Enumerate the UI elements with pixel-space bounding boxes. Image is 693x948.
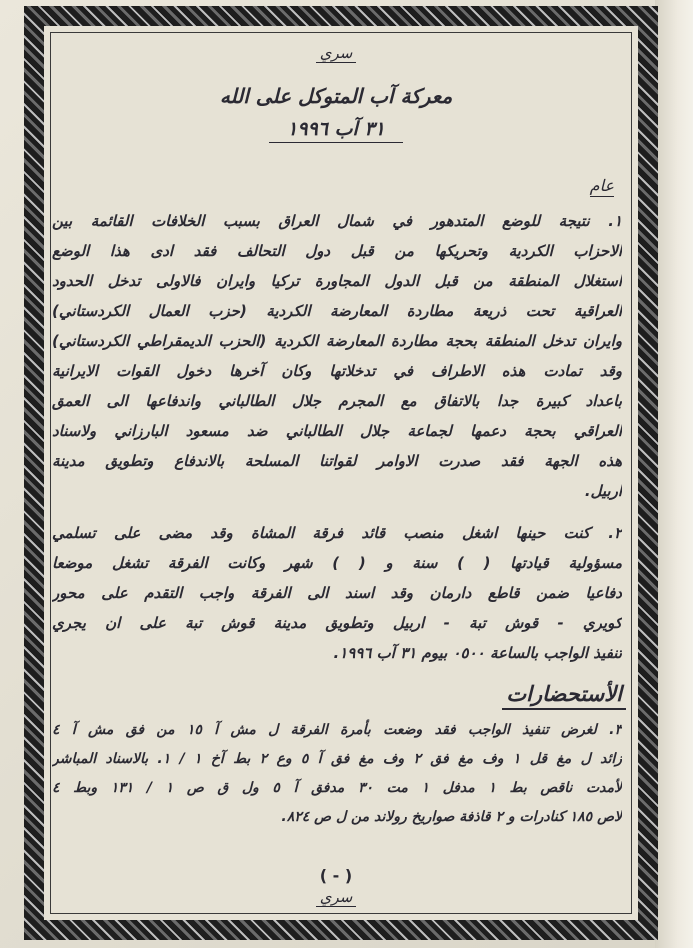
section-heading-preparations: الأستحضارات: [502, 682, 626, 710]
paragraph-2: [52, 518, 622, 668]
text-line: كويري - قوش تبة - اربيل وتطويق مدينة قوش تبة على ان يجري: [52, 614, 622, 632]
text-line: هذه الجهة فقد صدرت الاوامر لقواتنا المسلحة بالاندفاع وتطويق مدينة: [52, 452, 622, 470]
text-line: العراقي بحجة دعمها لجماعة جلال الطالباني ضد مسعود البارزاني ولاسناد: [52, 422, 622, 440]
text-line: دفاعيا ضمن قاطع دارمان وقد اسند الى الفرقة واجب التقدم على محور: [52, 584, 622, 602]
classification-bottom-text: سري: [316, 888, 357, 907]
adjacent-page-edge: [655, 0, 693, 948]
text-line: باعداد كبيرة جدا بالاتفاق مع المجرم جلال الطالباني واندفاعها الى العمق: [52, 392, 622, 410]
document-date: [46, 118, 626, 140]
text-line: ٣. لغرض تنفيذ الواجب فقد وضعت بأمرة الفرقة ل مش آ ١٥ من فق مش آ ٤: [52, 722, 622, 738]
text-line: وايران تدخل المنطقة بحجة مطاردة المعارضة الكردية (الحزب الديمقراطي الكردستاني): [52, 332, 622, 350]
document-date-text: ٣١ آب ١٩٩٦: [269, 118, 403, 143]
paragraph-1: [52, 206, 622, 506]
section-heading-general: عام: [589, 176, 614, 195]
classification-bottom: [46, 888, 626, 906]
text-line: ٢. كنت حينها اشغل منصب قائد فرقة المشاة وقد مضى على تسلمي: [52, 524, 622, 542]
text-line: مسؤولية قيادتها ( ) سنة و ( ) شهر وكانت الفرقة تشغل موضعا: [52, 554, 622, 572]
text-line: تنفيذ الواجب بالساعة ٠٥٠٠ بيوم ٣١ آب ١٩٩٦.: [333, 644, 622, 662]
text-line: اربيل.: [584, 482, 622, 500]
classification-top-text: سري: [316, 44, 357, 63]
text-line: الاحزاب الكردية وتحريكها من قبل دول التحالف فقد ادى هذا الوضع: [52, 242, 622, 260]
page-number: ( - ): [319, 866, 353, 885]
text-line: ١. نتيجة للوضع المتدهور في شمال العراق بسبب الخلافات القائمة بين: [52, 212, 622, 230]
document-page: [46, 30, 626, 910]
text-line: لأمدت ناقص بط ١ مدفل ١ مت ٣٠ مدفق آ ٥ ول ق ص ١ / ١٣١ وبط ٤: [52, 780, 622, 796]
text-line: زائد ل مغ قل ١ وف مغ فق ٢ وف مغ فق آ ٥ وع ٢ بط آخ ١ / ١. بالاسناد المباشر: [52, 751, 622, 767]
text-line: وقد تمادت هذه الاطراف في تدخلاتها وكان آخرها دخول القوات الايرانية: [52, 362, 622, 380]
document-title: معركة آب المتوكل على الله: [219, 84, 453, 108]
text-line: استغلال المنطقة من قبل الدول المجاورة تركيا وايران فالاولى تدخل الحدود: [52, 272, 622, 290]
classification-top: [46, 44, 626, 62]
text-line: لاص ١٨٥ كنادرات و ٢ قاذفة صواريخ رولاند من ل ص ٨٢٤.: [281, 809, 622, 825]
text-line: العراقية تحت ذريعة مطاردة المعارضة الكردية (حزب العمال الكردستاني): [52, 302, 622, 320]
paragraph-3: [52, 716, 622, 832]
